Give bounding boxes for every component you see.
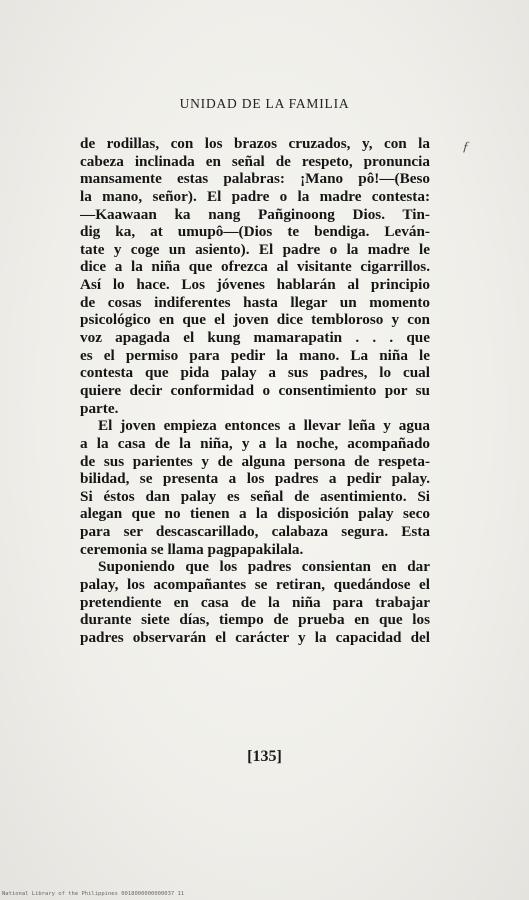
text-line: de rodillas, con los brazos cruzados, y, con la: [80, 135, 430, 152]
text-line: a la casa de la niña, y a la noche, acompañado: [80, 434, 430, 452]
text-line: dig ka, at umupô—(Dios te bendiga. Leván-: [80, 223, 430, 241]
text-line: de cosas indiferentes hasta llegar un momento: [80, 293, 430, 311]
margin-pencil-mark: ƒ: [461, 139, 471, 156]
text-line: padres observarán el carácter y la capacidad del: [80, 628, 430, 646]
text-line: durante siete días, tiempo de prueba en que los: [80, 611, 430, 629]
body-text: [80, 135, 430, 647]
text-line: mansamente estas palabras: ¡Mano pô!—(Beso: [80, 170, 430, 188]
text-line: quiere decir conformidad o consentimiento por su: [80, 381, 430, 399]
text-line: la mano, señor). El padre o la madre contesta:: [80, 187, 430, 205]
text-line: cabeza inclinada en señal de respeto, pronuncia: [80, 152, 430, 170]
text-line: de sus parientes y de alguna persona de respeta-: [80, 452, 430, 470]
text-line: tate y coge un asiento). El padre o la madre le: [80, 240, 430, 258]
text-line: palay, los acompañantes se retiran, quedándose el: [80, 576, 430, 594]
text-line: bilidad, se presenta a los padres a pedir palay.: [80, 470, 430, 488]
text-line: El joven empieza entonces a llevar leña y agua: [98, 417, 430, 435]
text-line: voz apagada el kung mamarapatin . . . que: [80, 329, 430, 347]
text-line: ceremonia se llama pagpapakilala.: [80, 540, 304, 558]
text-line: dice a la niña que ofrezca al visitante cigarrillos.: [80, 258, 430, 276]
text-line: es el permiso para pedir la mano. La niña le: [80, 346, 430, 364]
text-line: Si éstos dan palay es señal de asentimiento. Si: [80, 487, 430, 505]
running-header: UNIDAD DE LA FAMILIA: [179, 96, 350, 111]
text-line: parte.: [80, 399, 119, 417]
page-number: [135]: [247, 748, 282, 765]
text-line: contesta que pida palay a sus padres, lo cual: [80, 364, 430, 382]
text-line: alegan que no tienen a la disposición palay seco: [80, 505, 430, 523]
text-line: pretendiente en casa de la niña para trabajar: [80, 593, 430, 611]
text-line: para ser descascarillado, calabaza segura. Esta: [80, 523, 430, 541]
text-line: Suponiendo que los padres consientan en dar: [98, 558, 430, 576]
scan-footer: National Library of the Philippines 0018000000000037 11: [2, 891, 185, 897]
text-line: psicológico en que el joven dice tembloroso y con: [80, 311, 430, 329]
text-line: —Kaawaan ka nang Pañginoong Dios. Tin-: [80, 205, 430, 223]
text-line: Así lo hace. Los jóvenes hablarán al principio: [80, 276, 430, 294]
